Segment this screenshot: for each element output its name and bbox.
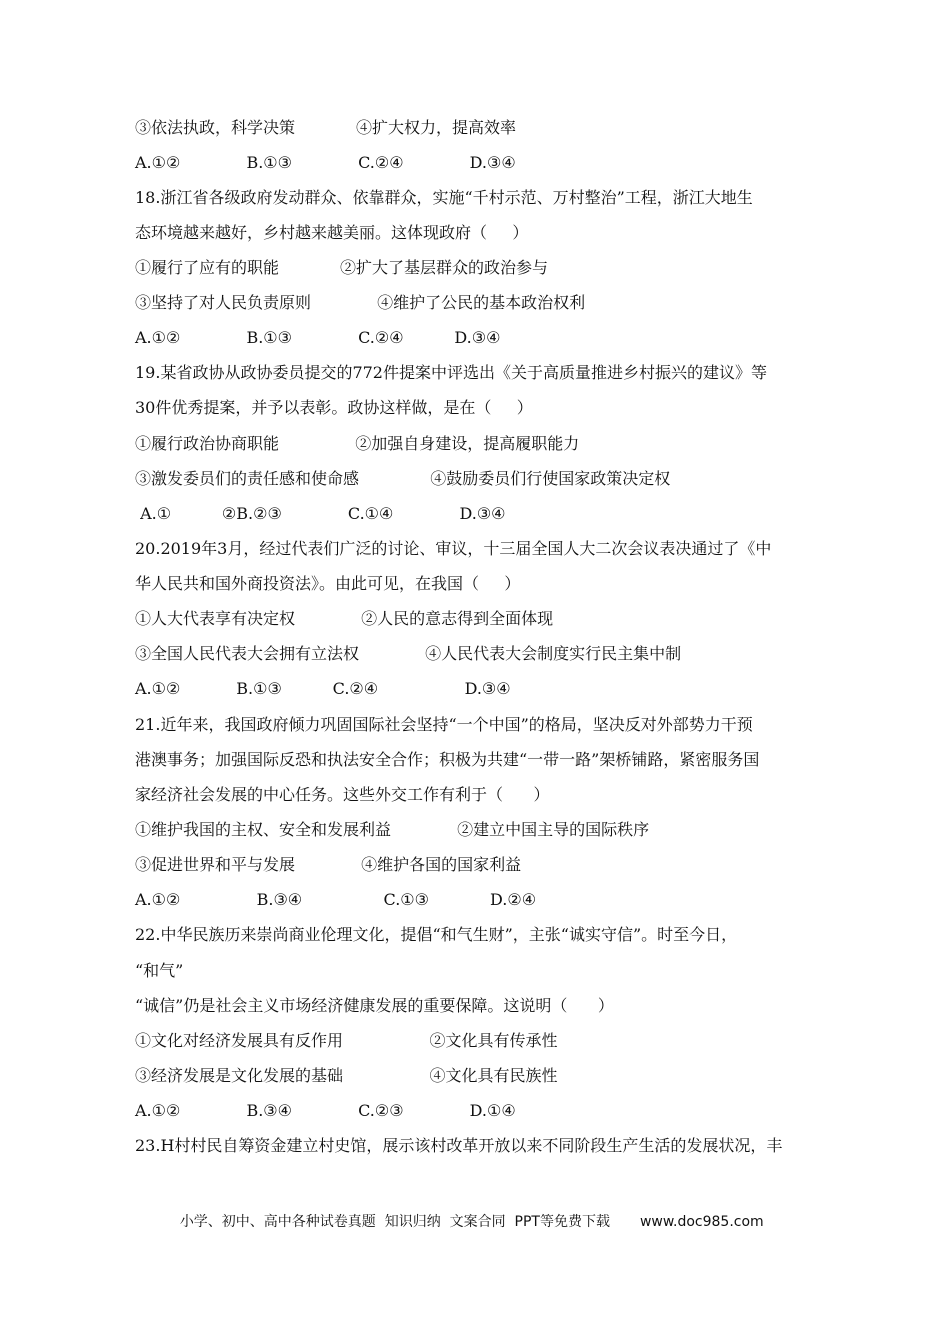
text-line: 20.2019年3月，经过代表们广泛的讨论、审议，十三届全国人大二次会议表决通过了《中 xyxy=(135,539,772,558)
footer-url: www.doc985.com xyxy=(639,1214,764,1230)
text-line: A.①② B.①③ C.②④ D.③④ xyxy=(135,153,516,172)
text-line: ③激发委员们的责任感和使命感 ④鼓励委员们行使国家政策决定权 xyxy=(135,469,671,488)
text-line: 家经济社会发展的中心任务。这些外交工作有利于（ ） xyxy=(135,785,550,804)
text-line: ①维护我国的主权、安全和发展利益 ②建立中国主导的国际秩序 xyxy=(135,820,650,839)
page-footer xyxy=(162,1192,764,1252)
text-line: A.①② B.③④ C.①③ D.②④ xyxy=(135,890,537,909)
text-line: ③全国人民代表大会拥有立法权 ④人民代表大会制度实行民主集中制 xyxy=(135,644,682,663)
footer-text: 小学、初中、高中各种试卷真题 知识归纳 文案合同 PPT等免费下载 xyxy=(179,1214,610,1230)
text-line: ③经济发展是文化发展的基础 ④文化具有民族性 xyxy=(135,1066,558,1085)
text-line: 22.中华民族历来崇尚商业伦理文化，提倡“和气生财”，主张“诚实守信”。时至今日， xyxy=(135,925,738,944)
text-line: 23.H村村民自筹资金建立村史馆，展示该村改革开放以来不同阶段生产生活的发展状况，丰 xyxy=(135,1136,783,1155)
text-line: A.①② B.①③ C.②④ D.③④ xyxy=(135,328,501,347)
text-line: A.①② B.①③ C.②④ D.③④ xyxy=(135,679,511,698)
text-line: 19.某省政协从政协委员提交的772件提案中评选出《关于高质量推进乡村振兴的建议》等 xyxy=(135,363,767,382)
text-line: ①人大代表享有决定权 ②人民的意志得到全面体现 xyxy=(135,609,554,628)
text-line: 18.浙江省各级政府发动群众、依靠群众，实施“千村示范、万村整治”工程，浙江大地生 xyxy=(135,188,753,207)
text-line: 21.近年来，我国政府倾力巩固国际社会坚持“一个中国”的格局，坚决反对外部势力干预 xyxy=(135,715,753,734)
text-line: “诚信”仍是社会主义市场经济健康发展的重要保障。这说明（ ） xyxy=(135,996,614,1015)
text-line: ①履行政治协商职能 ②加强自身建设，提高履职能力 xyxy=(135,434,580,453)
text-line: “和气” xyxy=(135,961,184,980)
text-line: ③坚持了对人民负责原则 ④维护了公民的基本政治权利 xyxy=(135,293,586,312)
text-line: A.① ②B.②③ C.①④ D.③④ xyxy=(135,504,506,523)
text-line: 态环境越来越好，乡村越来越美丽。这体现政府（ ） xyxy=(135,223,529,242)
text-line: ③依法执政，科学决策 ④扩大权力，提高效率 xyxy=(135,118,517,137)
text-line: 30件优秀提案，并予以表彰。政协这样做，是在（ ） xyxy=(135,398,533,417)
text-line: ①履行了应有的职能 ②扩大了基层群众的政治参与 xyxy=(135,258,549,277)
text-line: ①文化对经济发展具有反作用 ②文化具有传承性 xyxy=(135,1031,558,1050)
text-line: 港澳事务；加强国际反恐和执法安全合作；积极为共建“一带一路”架桥铺路，紧密服务国 xyxy=(135,750,760,769)
text-line: ③促进世界和平与发展 ④维护各国的国家利益 xyxy=(135,855,522,874)
text-line: A.①② B.③④ C.②③ D.①④ xyxy=(135,1101,516,1120)
text-line: 华人民共和国外商投资法》。由此可见，在我国（ ） xyxy=(135,574,521,593)
